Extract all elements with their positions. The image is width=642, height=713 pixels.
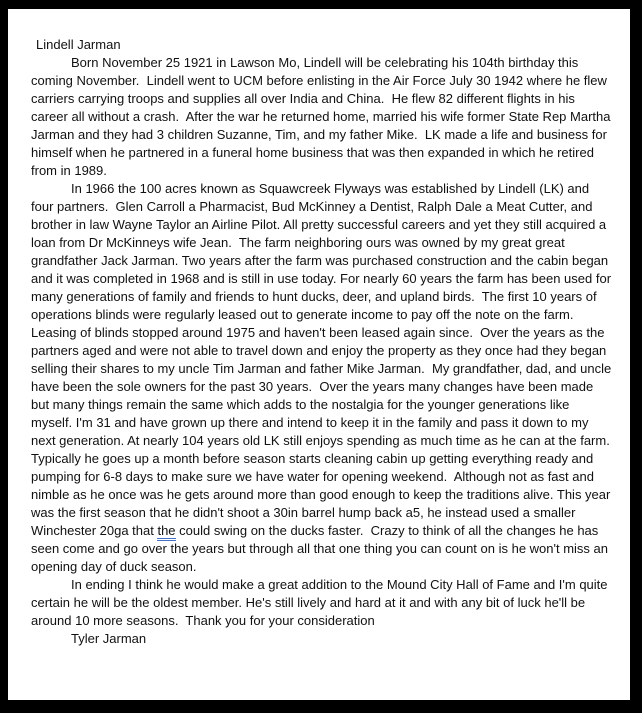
- letter-page: [8, 9, 630, 648]
- paragraph-farm-history-text-before: In 1966 the 100 acres known as Squawcreek Flyways was established by Lindell (LK) and four partners. Glen Carroll a Pharmacist, Bud McKinney a Dentist, Ralph Dale a Meat Cutter, and brother in law Wayne Taylor an Airline Pilot. All pretty successful careers and yet they still acquired a loan from Dr McKinneys wife Jean. The farm neighboring ours was owned by my great great grandfather Jack Jarman. Two years after the farm was purchased construction and the cabin began and it was completed in 1968 and is still in use today. For nearly 60 years the farm has been used for many generations of family and friends to hunt ducks, deer, and upland birds. The first 10 years of operations blinds were regularly leased out to generate income to pay off the note on the farm. Leasing of blinds stopped around 1975 and haven't been leased again since. Over the years as the partners aged and were not able to travel down and enjoy the property as they once had they began selling their shares to my uncle Tim Jarman and father Mike Jarman. My grandfather, dad, and uncle have been the sole owners for the past 30 years. Over the years many changes have been made but many things remain the same which adds to the nostalgia for the younger generations like myself. I'm 31 and have grown up there and intend to keep it in the family and pass it down to my next generation. At nearly 104 years old LK still enjoys spending as much time as he can at the farm. Typically he goes up a month before season starts cleaning cabin up getting everything ready and pumping for 6-8 days to make sure we have water for opening weekend. Although not as fast and nimble as he once was he gets around more than good enough to keep the traditions alive. This year was the first season that he didn't shoot a 30in barrel hump back a5, he instead used a smaller Winchester 20ga that: [31, 181, 617, 538]
- grammar-flagged-word[interactable]: the: [157, 523, 175, 541]
- paragraph-farm-history-text-after: could swing on the ducks faster. Crazy to think of all the changes he has seen come and go over the years but through all that one thing you can count on is he won't miss an opening day of duck season.: [31, 523, 612, 574]
- paragraph-biography: Born November 25 1921 in Lawson Mo, Lindell will be celebrating his 104th birthday this coming November. Lindell went to UCM before enlisting in the Air Force July 30 1942 where he flew carriers carrying troops and supplies all over India and China. He flew 82 different flights in his career all without a crash. After the war he returned home, married his wife former State Rep Martha Jarman and they had 3 children Suzanne, Tim, and my father Mike. LK made a life and business for himself when he partnered in a funeral home business that was then expanded in which he retired from in 1989.: [31, 55, 615, 178]
- signature: Tyler Jarman: [71, 631, 147, 646]
- paragraph-farm-history: [31, 180, 617, 576]
- letter-title: Lindell Jarman: [36, 37, 121, 52]
- paragraph-closing: In ending I think he would make a great addition to the Mound City Hall of Fame and I'm quite certain he will be the oldest member. He's still lively and hard at it and with any bit of luck he'll be around 10 more seasons. Thank you for your consideration: [31, 577, 612, 628]
